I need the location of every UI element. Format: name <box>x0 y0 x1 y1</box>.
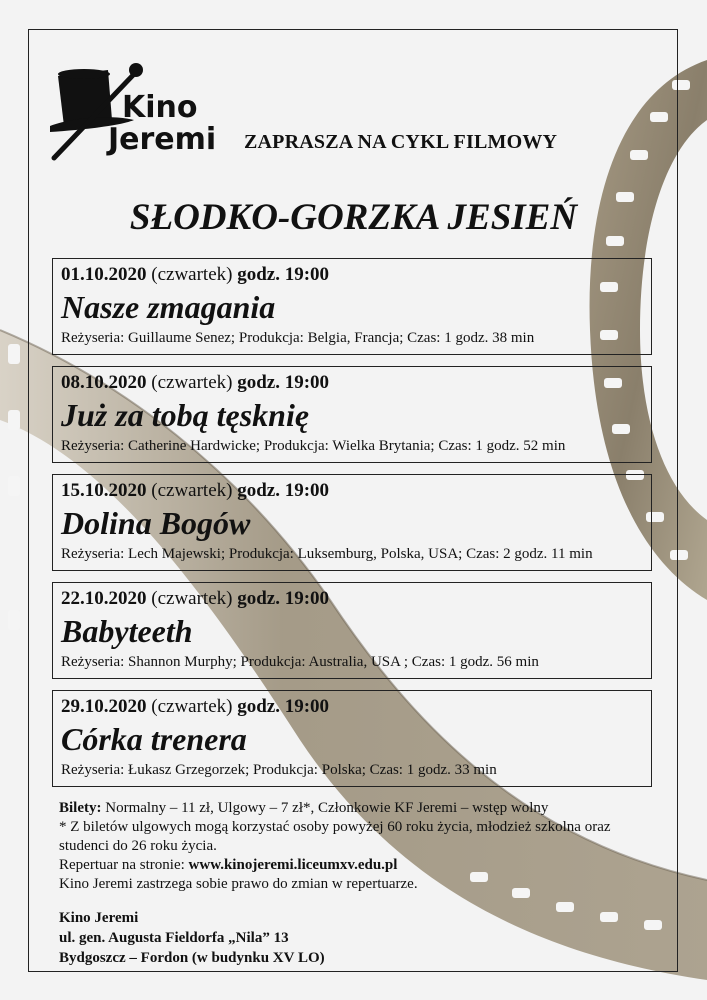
screening-date: 22.10.2020 <box>61 588 147 609</box>
screening-date: 08.10.2020 <box>61 372 147 393</box>
screening-card <box>52 474 652 571</box>
screening-date-line <box>61 479 643 503</box>
screening-day: (czwartek) <box>151 588 233 609</box>
logo-wordmark <box>108 92 216 156</box>
screening-title: Dolina Bogów <box>61 505 251 541</box>
screening-card <box>52 366 652 463</box>
logo-line-1: Kino <box>122 90 198 125</box>
screening-date: 29.10.2020 <box>61 696 147 717</box>
series-title: SŁODKO-GORZKA JESIEŃ <box>129 197 578 238</box>
ticket-info <box>59 799 644 968</box>
repertoire-label: Repertuar na stronie: <box>59 857 185 873</box>
screening-time: godz. 19:00 <box>237 372 330 393</box>
ticket-footnote: * Z biletów ulgowych mogą korzystać osoby powyżej 60 roku życia, młodzież szkolna oraz studenci do 26 roku życia. <box>59 819 611 854</box>
screening-card <box>52 258 652 355</box>
screening-date-line <box>61 263 643 287</box>
screenings-list <box>52 258 652 798</box>
screening-time: godz. 19:00 <box>237 588 330 609</box>
screening-title: Córka trenera <box>61 721 247 757</box>
logo-line-2: Jeremi <box>108 122 217 157</box>
screening-card <box>52 582 652 679</box>
screening-time: godz. 19:00 <box>237 264 330 285</box>
screening-details: Reżyseria: Łukasz Grzegorzek; Produkcja: Polska; Czas: 1 godz. 33 min <box>61 762 497 778</box>
screening-title: Babyteeth <box>61 613 193 649</box>
screening-title: Już za tobą tęsknię <box>61 397 310 433</box>
screening-time: godz. 19:00 <box>237 480 330 501</box>
cinema-street: ul. gen. Augusta Fieldorfa „Nila” 13 <box>59 930 289 946</box>
screening-date-line <box>61 587 643 611</box>
screening-details: Reżyseria: Catherine Hardwicke; Produkcja: Wielka Brytania; Czas: 1 godz. 52 min <box>61 438 566 454</box>
ticket-prices-text: Normalny – 11 zł, Ulgowy – 7 zł*, Członkowie KF Jeremi – wstęp wolny <box>105 800 549 816</box>
screening-day: (czwartek) <box>151 480 233 501</box>
screening-card <box>52 690 652 787</box>
screening-date-line <box>61 695 643 719</box>
repertoire-link[interactable]: www.kinojeremi.liceumxv.edu.pl <box>188 857 398 873</box>
screening-day: (czwartek) <box>151 696 233 717</box>
screening-title: Nasze zmagania <box>61 289 276 325</box>
cinema-city: Bydgoszcz – Fordon (w budynku XV LO) <box>59 950 325 966</box>
cinema-address <box>59 908 644 968</box>
repertoire-line <box>59 856 644 875</box>
disclaimer: Kino Jeremi zastrzega sobie prawo do zmian w repertuarze. <box>59 876 418 892</box>
invite-heading: ZAPRASZA NA CYKL FILMOWY <box>244 131 558 153</box>
screening-details: Reżyseria: Lech Majewski; Produkcja: Luksemburg, Polska, USA; Czas: 2 godz. 11 min <box>61 546 593 562</box>
screening-date: 01.10.2020 <box>61 264 147 285</box>
screening-date: 15.10.2020 <box>61 480 147 501</box>
screening-details: Reżyseria: Guillaume Senez; Produkcja: Belgia, Francja; Czas: 1 godz. 38 min <box>61 330 535 346</box>
screening-details: Reżyseria: Shannon Murphy; Produkcja: Australia, USA ; Czas: 1 godz. 56 min <box>61 654 539 670</box>
screening-time: godz. 19:00 <box>237 696 330 717</box>
cinema-name: Kino Jeremi <box>59 910 139 926</box>
ticket-label: Bilety: <box>59 800 102 816</box>
screening-date-line <box>61 371 643 395</box>
screening-day: (czwartek) <box>151 264 233 285</box>
screening-day: (czwartek) <box>151 372 233 393</box>
ticket-prices <box>59 799 644 818</box>
